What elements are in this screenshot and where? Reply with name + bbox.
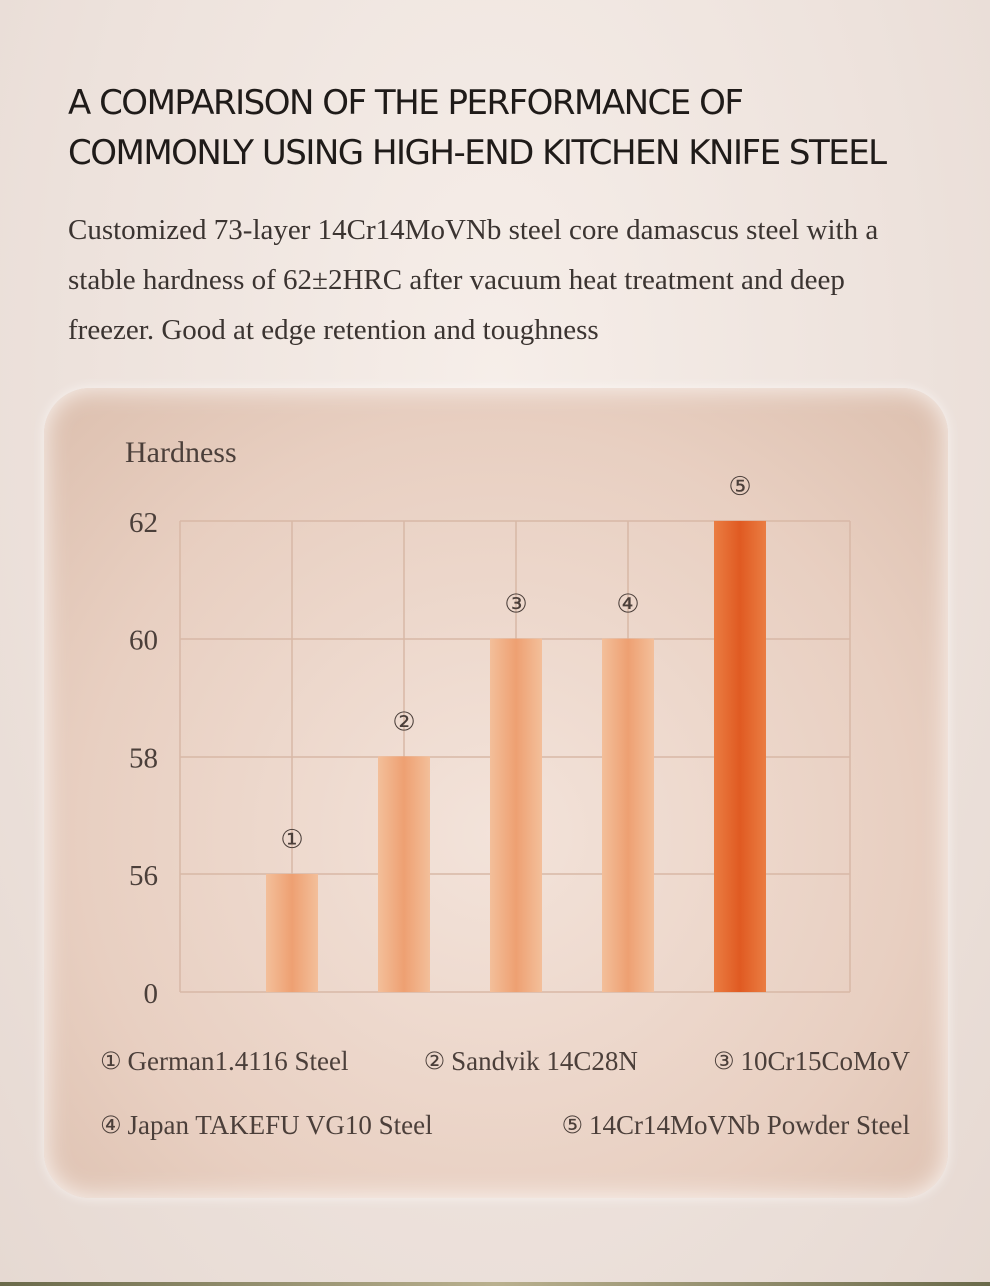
legend-label-5: 14Cr14MoVNb Powder Steel	[589, 1109, 910, 1140]
y-tick-label: 60	[129, 624, 158, 657]
bar-3	[490, 639, 542, 992]
bar-5	[714, 521, 766, 992]
legend-item-3	[713, 1046, 910, 1077]
bar-1	[266, 874, 318, 992]
y-tick-label: 58	[129, 742, 158, 775]
legend-label-2: Sandvik 14C28N	[451, 1045, 638, 1076]
legend-label-3: 10Cr15CoMoV	[740, 1045, 910, 1076]
bar-4	[602, 639, 654, 992]
y-axis-label: Hardness	[125, 436, 237, 469]
legend-marker-4: ④	[100, 1111, 122, 1139]
y-tick-label: 56	[129, 860, 158, 892]
y-axis-ticks	[129, 507, 158, 1010]
legend-row-2	[100, 1104, 910, 1146]
legend-item-5	[562, 1110, 911, 1141]
bar-label-4: ④	[616, 589, 640, 620]
description-text: Customized 73-layer 14Cr14MoVNb steel core damascus steel with a stable hardness of 62±2HRC after vacuum heat treatment and deep freezer. Good at edge retention and toughness	[68, 214, 879, 346]
bar-label-2: ②	[392, 707, 416, 738]
title-line-1: A COMPARISON OF THE PERFORMANCE OF	[68, 83, 743, 123]
bar-label-5: ⑤	[728, 471, 752, 502]
y-tick-label: 62	[129, 506, 158, 539]
legend-item-1	[100, 1046, 348, 1077]
legend-marker-3: ③	[712, 1047, 735, 1075]
title-line-2: COMMONLY USING HIGH-END KITCHEN KNIFE STEEL	[68, 133, 886, 173]
legend-label-1: German1.4116 Steel	[127, 1045, 349, 1076]
legend-item-4	[100, 1110, 433, 1141]
bar-label-1: ①	[280, 825, 304, 855]
bar-label-3: ③	[504, 589, 528, 620]
legend-marker-1: ①	[100, 1047, 122, 1075]
legend-row-1	[100, 1040, 910, 1082]
legend-marker-5: ⑤	[561, 1111, 584, 1139]
chart-legend	[100, 1040, 910, 1168]
y-tick-label: 0	[143, 978, 158, 1010]
legend-marker-2: ②	[423, 1047, 446, 1075]
bar-2	[378, 756, 430, 992]
legend-item-2	[424, 1046, 638, 1077]
bottom-image-strip	[0, 1282, 990, 1286]
legend-label-4: Japan TAKEFU VG10 Steel	[127, 1109, 433, 1140]
